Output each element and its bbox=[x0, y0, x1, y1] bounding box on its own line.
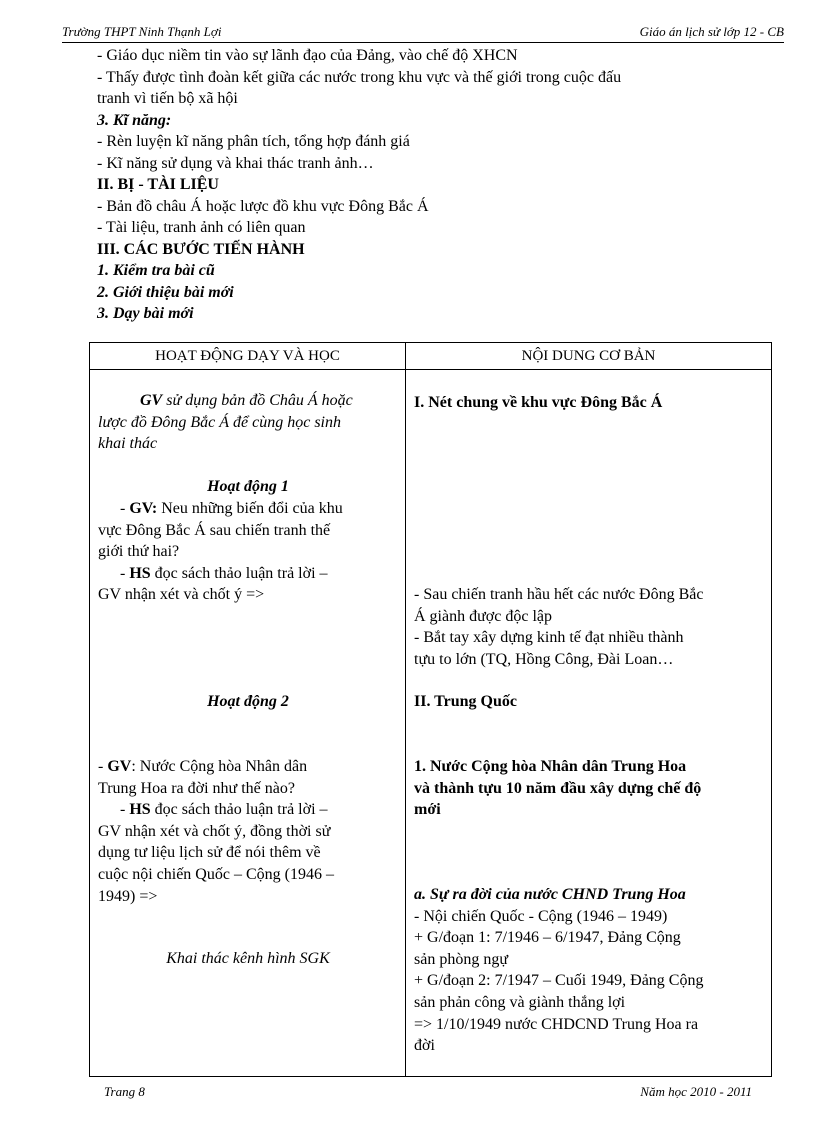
page-number: Trang 8 bbox=[104, 1084, 145, 1099]
intro-line: - Giáo dục niềm tin vào sự lãnh đạo của Đảng, vào chế độ XHCN bbox=[97, 47, 518, 64]
page-header bbox=[62, 22, 784, 43]
intro-line: - Kĩ năng sử dụng và khai thác tranh ảnh… bbox=[97, 154, 374, 172]
content-cell bbox=[406, 370, 772, 1077]
lesson-table bbox=[89, 342, 772, 1077]
intro-line: tranh vì tiến bộ xã hội bbox=[97, 90, 238, 107]
school-year: Năm học 2010 - 2011 bbox=[640, 1084, 752, 1099]
skills-heading: 3. Kĩ năng: bbox=[97, 111, 172, 129]
subsection-1-heading: 1. Nước Cộng hòa Nhân dân Trung Hoa và thành tựu 10 năm đầu xây dựng chế độ mới bbox=[414, 758, 702, 819]
intro-line: - Thấy được tình đoàn kết giữa các nước trong khu vực và thế giới trong cuộc đấu bbox=[97, 68, 622, 86]
intro-section bbox=[97, 45, 757, 325]
section-1-heading: I. Nét chung về khu vực Đông Bắc Á bbox=[414, 394, 663, 411]
steps-heading: III. CÁC BƯỚC TIẾN HÀNH bbox=[97, 240, 305, 258]
materials-heading: II. BỊ - TÀI LIỆU bbox=[97, 176, 219, 193]
activities-cell bbox=[90, 370, 406, 1077]
column-header-content: NỘI DUNG CƠ BẢN bbox=[406, 343, 772, 370]
activity-2-block: - GV: Nước Cộng hòa Nhân dân Trung Hoa ra đời như thế nào? - HS đọc sách thảo luận trả lời – GV nhận xét và chốt ý, đồng thời sử dụng tư liệu lịch sử để nói thêm về cuộc nội chiến Quốc – Cộng (1946 – 1949) => bbox=[98, 758, 334, 905]
step-heading: 1. Kiểm tra bài cũ bbox=[97, 262, 215, 279]
step-heading: 2. Giới thiệu bài mới bbox=[97, 283, 234, 301]
subsection-a-heading: a. Sự ra đời của nước CHND Trung Hoa bbox=[414, 886, 686, 903]
gv-label: GV bbox=[140, 392, 163, 409]
gv-map-block: GV sử dụng bản đồ Châu Á hoặc lược đồ Đông Bắc Á để cùng học sinh khai thác bbox=[98, 392, 353, 453]
step-heading: 3. Dạy bài mới bbox=[97, 305, 194, 322]
textbook-images-note: Khai thác kênh hình SGK bbox=[166, 950, 330, 967]
header-subject: Giáo án lịch sử lớp 12 - CB bbox=[639, 24, 784, 39]
activity-2-heading: Hoạt động 2 bbox=[207, 693, 289, 710]
intro-line: - Tài liệu, tranh ảnh có liên quan bbox=[97, 219, 306, 236]
section-1-content: - Sau chiến tranh hầu hết các nước Đông Bắc Á giành được độc lập - Bắt tay xây dựng kinh tế đạt nhiều thành tựu to lớn (TQ, Hồng Công, Đài Loan… bbox=[414, 586, 704, 668]
activity-1-heading: Hoạt động 1 bbox=[207, 478, 289, 495]
column-header-activities: HOẠT ĐỘNG DẠY VÀ HỌC bbox=[90, 343, 406, 370]
header-school: Trường THPT Ninh Thạnh Lợi bbox=[62, 24, 222, 39]
subsection-a-block: a. Sự ra đời của nước CHND Trung Hoa - Nội chiến Quốc - Cộng (1946 – 1949) + G/đoạn 1: 7/1946 – 6/1947, Đảng Cộng sản phòng ngự + G/đoạn 2: 7/1947 – Cuối 1949, Đảng Cộng sản phản công và giành thắng lợi => 1/10/1949 nước CHDCND Trung Hoa ra đời bbox=[414, 884, 764, 1057]
intro-line: - Bản đồ châu Á hoặc lược đồ khu vực Đông Bắc Á bbox=[97, 197, 429, 215]
intro-line: - Rèn luyện kĩ năng phân tích, tổng hợp đánh giá bbox=[97, 133, 410, 150]
section-2-heading: II. Trung Quốc bbox=[414, 693, 517, 710]
activity-1-block: - GV: Neu những biến đổi của khu vực Đông Bắc Á sau chiến tranh thế giới thứ hai? - HS đọc sách thảo luận trả lời – GV nhận xét và chốt ý => bbox=[98, 500, 343, 604]
